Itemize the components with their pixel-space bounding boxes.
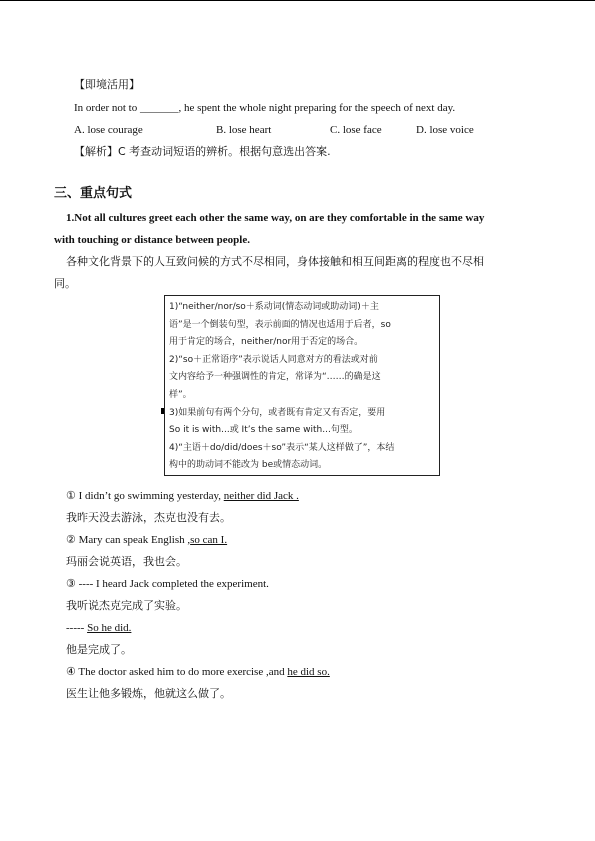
practice-question: In order not to _______, he spent the whole night preparing for the speech of next day.: [74, 102, 456, 114]
example-1-text: ① I didn’t go swimming yesterday,: [66, 490, 224, 502]
translation-line-1: 各种文化背景下的人互致问候的方式不尽相同，身体接触和相互间距离的程度也不尽相: [66, 255, 484, 268]
top-border-line: [0, 0, 595, 1]
note-line: 4)“主语＋do/did/does＋so”表示“某人这样做了”，本结: [169, 442, 395, 453]
example-2: [66, 533, 227, 547]
practice-heading: 【即境活用】: [74, 78, 140, 91]
note-line: 语”是一个倒装句型，表示前面的情况也适用于后者，so: [169, 319, 391, 330]
example-1-answer: neither did Jack .: [223, 490, 299, 502]
example-2-text: ② Mary can speak English ,: [66, 534, 191, 546]
example-3: ③ ---- I heard Jack completed the experiment.: [66, 578, 269, 590]
margin-mark: [161, 408, 164, 414]
key-sentence-line-1: 1.Not all cultures greet each other the same way, on are they comfortable in the same way: [66, 212, 485, 224]
note-line: 3)如果前句有两个分句，或者既有肯定又有否定，要用: [169, 407, 386, 418]
note-line: 文内容给予一种强调性的肯定，常译为“……的确是这: [169, 372, 381, 383]
example-2-answer: so can I.: [190, 534, 228, 546]
example-3-reply-translation: 他是完成了。: [66, 643, 132, 656]
grammar-note-box: [164, 295, 440, 476]
example-4: [66, 665, 330, 679]
example-2-translation: 玛丽会说英语，我也会。: [66, 555, 187, 568]
option-a: A. lose courage: [74, 124, 143, 136]
note-line: 1)“neither/nor/so＋系动词(情态动词或助动词)＋主: [169, 302, 379, 312]
key-sentence-line-2: with touching or distance between people.: [54, 234, 250, 246]
example-4-answer: he did so.: [287, 666, 330, 678]
note-line: 构中的助动词不能改为 be或情态动词。: [169, 460, 328, 471]
example-1: [66, 489, 299, 503]
translation-line-2: 同。: [54, 277, 76, 290]
example-1-translation: 我昨天没去游泳，杰克也没有去。: [66, 511, 231, 524]
option-b: B. lose heart: [216, 124, 272, 136]
note-line: So it is with...或 It’s the same with...句型。: [169, 425, 358, 436]
option-d: D. lose voice: [416, 124, 474, 136]
note-line: 样”。: [169, 389, 192, 400]
example-3-reply-answer: So he did.: [87, 622, 132, 634]
note-line: 2)“so＋正常语序”表示说话人同意对方的看法或对前: [169, 354, 378, 365]
example-3-reply-dash: -----: [66, 622, 88, 634]
section-title: 三、重点句式: [54, 186, 133, 201]
option-c: C. lose face: [330, 124, 382, 136]
example-3-translation: 我听说杰克完成了实验。: [66, 599, 187, 612]
note-line: 用于肯定的场合，neither/nor用于否定的场合。: [169, 337, 364, 348]
practice-answer: 【解析】C 考查动词短语的辨析。根据句意选出答案.: [74, 145, 331, 158]
example-4-translation: 医生让他多锻炼，他就这么做了。: [66, 687, 231, 700]
example-3-reply: [66, 621, 131, 635]
example-4-text: ④ The doctor asked him to do more exercise ,and: [66, 666, 288, 678]
